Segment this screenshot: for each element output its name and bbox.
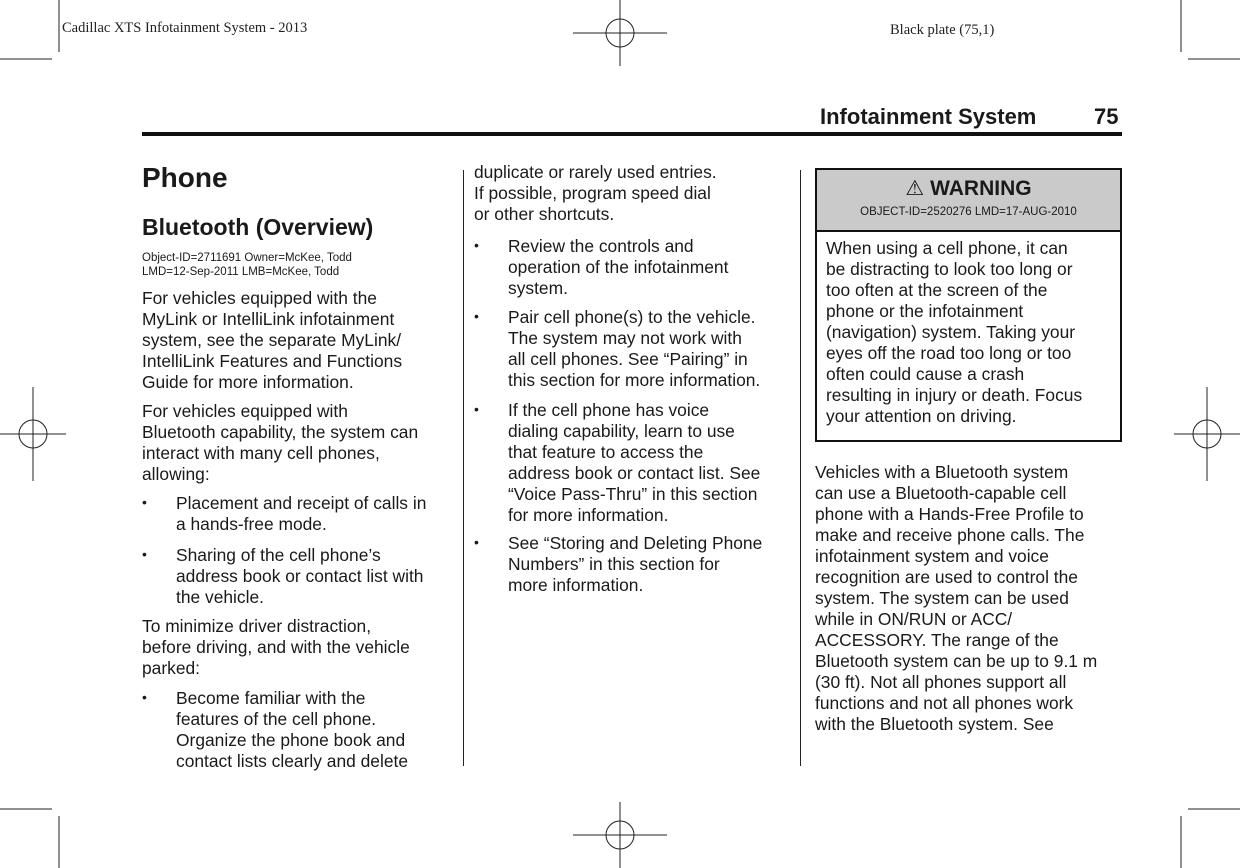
text-line: too often at the screen of the [826,280,1048,300]
text-line: your attention on driving. [826,406,1017,426]
text-line: that feature to access the [508,442,704,462]
bullet-item [474,533,763,596]
meta-line: LMD=12-Sep-2011 LMB=McKee, Todd [142,266,340,278]
text-line: phone or the infotainment [826,301,1024,321]
text-line: this section for more information. [508,370,761,390]
text-line: See “Storing and Deleting Phone [508,533,763,553]
text-line: or other shortcuts. [474,204,615,224]
warning-body [817,232,1120,427]
column-divider [463,170,464,766]
text-line: MyLink or IntelliLink infotainment [142,309,395,329]
text-line: Placement and receipt of calls in [176,493,427,513]
paragraph [474,162,717,225]
meta-line: Object-ID=2711691 Owner=McKee, Todd [142,252,352,264]
paragraph [142,401,418,485]
page-title: Phone [142,162,228,193]
bullet-item [474,400,761,526]
text-line: Numbers” in this section for [508,554,720,574]
text-line: interact with many cell phones, [142,443,380,463]
bullet-icon: • [474,308,479,324]
bullet-icon: • [142,494,147,510]
bullet-icon: • [142,546,147,562]
text-line: parked: [142,658,201,678]
text-line: Guide for more information. [142,372,354,392]
warning-box [815,168,1122,442]
text-line: make and receive phone calls. The [815,525,1085,545]
bullet-icon: • [142,689,147,705]
paragraph [815,462,1097,735]
bullet-icon: • [474,401,479,417]
text-line: recognition are used to control the [815,567,1078,587]
print-header-right: Black plate (75,1) [890,22,995,38]
text-line: The system may not work with [508,328,742,348]
text-line: phone with a Hands-Free Profile to [815,504,1084,524]
text-line: eyes off the road too long or too [826,343,1072,363]
text-line: IntelliLink Features and Functions [142,351,403,371]
text-line: If possible, program speed dial [474,183,711,203]
text-line: resulting in injury or death. Focus [826,385,1083,405]
print-header-left: Cadillac XTS Infotainment System - 2013 [62,20,308,36]
text-line: system. The system can be used [815,588,1069,608]
section-heading: Bluetooth (Overview) [142,214,374,240]
text-line: infotainment system and voice [815,546,1049,566]
text-line: Review the controls and [508,236,694,256]
bullet-icon: • [474,534,479,550]
bullet-item [142,688,408,772]
text-line: address book or contact list. See [508,463,761,483]
text-line: ACCESSORY. The range of the [815,630,1059,650]
bullet-item [142,545,424,608]
text-line: Bluetooth capability, the system can [142,422,419,442]
text-line: address book or contact list with [176,566,424,586]
running-head-section: Infotainment System [820,104,1037,129]
warning-triangle-icon: ⚠ [905,177,925,200]
text-line: operation of the infotainment [508,257,729,277]
text-line: functions and not all phones work [815,693,1074,713]
header-rule [142,132,1122,136]
text-line: often could cause a crash [826,364,1025,384]
text-line: Organize the phone book and [176,730,406,750]
paragraph [142,616,410,679]
text-line: while in ON/RUN or ACC/ [815,609,1013,629]
column-divider [800,170,801,766]
page-number: 75 [1094,104,1119,129]
text-line: allowing: [142,464,210,484]
text-line: Sharing of the cell phone’s [176,545,381,565]
text-line: dialing capability, learn to use [508,421,735,441]
warning-header [817,170,1120,232]
text-line: Pair cell phone(s) to the vehicle. [508,307,756,327]
text-line: system, see the separate MyLink/ [142,330,402,350]
bullet-item [474,236,729,299]
text-line: Bluetooth system can be up to 9.1 m [815,651,1098,671]
text-line: features of the cell phone. [176,709,377,729]
text-line: can use a Bluetooth-capable cell [815,483,1067,503]
text-line: with the Bluetooth system. See [815,714,1054,734]
text-line: for more information. [508,505,669,525]
text-line: If the cell phone has voice [508,400,710,420]
object-meta [142,251,352,279]
text-line: For vehicles equipped with the [142,288,377,308]
text-line: “Voice Pass-Thru” in this section [508,484,758,504]
text-line: Become familiar with the [176,688,366,708]
text-line: duplicate or rarely used entries. [474,162,717,182]
text-line: For vehicles equipped with [142,401,348,421]
text-line: before driving, and with the vehicle [142,637,410,657]
bullet-item [474,307,761,391]
text-line: contact lists clearly and delete [176,751,408,771]
warning-title: WARNING [930,177,1032,200]
text-line: Vehicles with a Bluetooth system [815,462,1069,482]
text-line: When using a cell phone, it can [826,238,1068,258]
bullet-item [142,493,427,535]
paragraph [142,288,402,393]
bullet-icon: • [474,237,479,253]
text-line: the vehicle. [176,587,264,607]
text-line: be distracting to look too long or [826,259,1073,279]
text-line: To minimize driver distraction, [142,616,372,636]
text-line: (30 ft). Not all phones support all [815,672,1067,692]
text-line: all cell phones. See “Pairing” in [508,349,748,369]
warning-object-id: OBJECT-ID=2520276 LMD=17-AUG-2010 [860,206,1077,218]
text-line: system. [508,278,568,298]
text-line: a hands-free mode. [176,514,327,534]
text-line: (navigation) system. Taking your [826,322,1076,342]
text-line: more information. [508,575,644,595]
